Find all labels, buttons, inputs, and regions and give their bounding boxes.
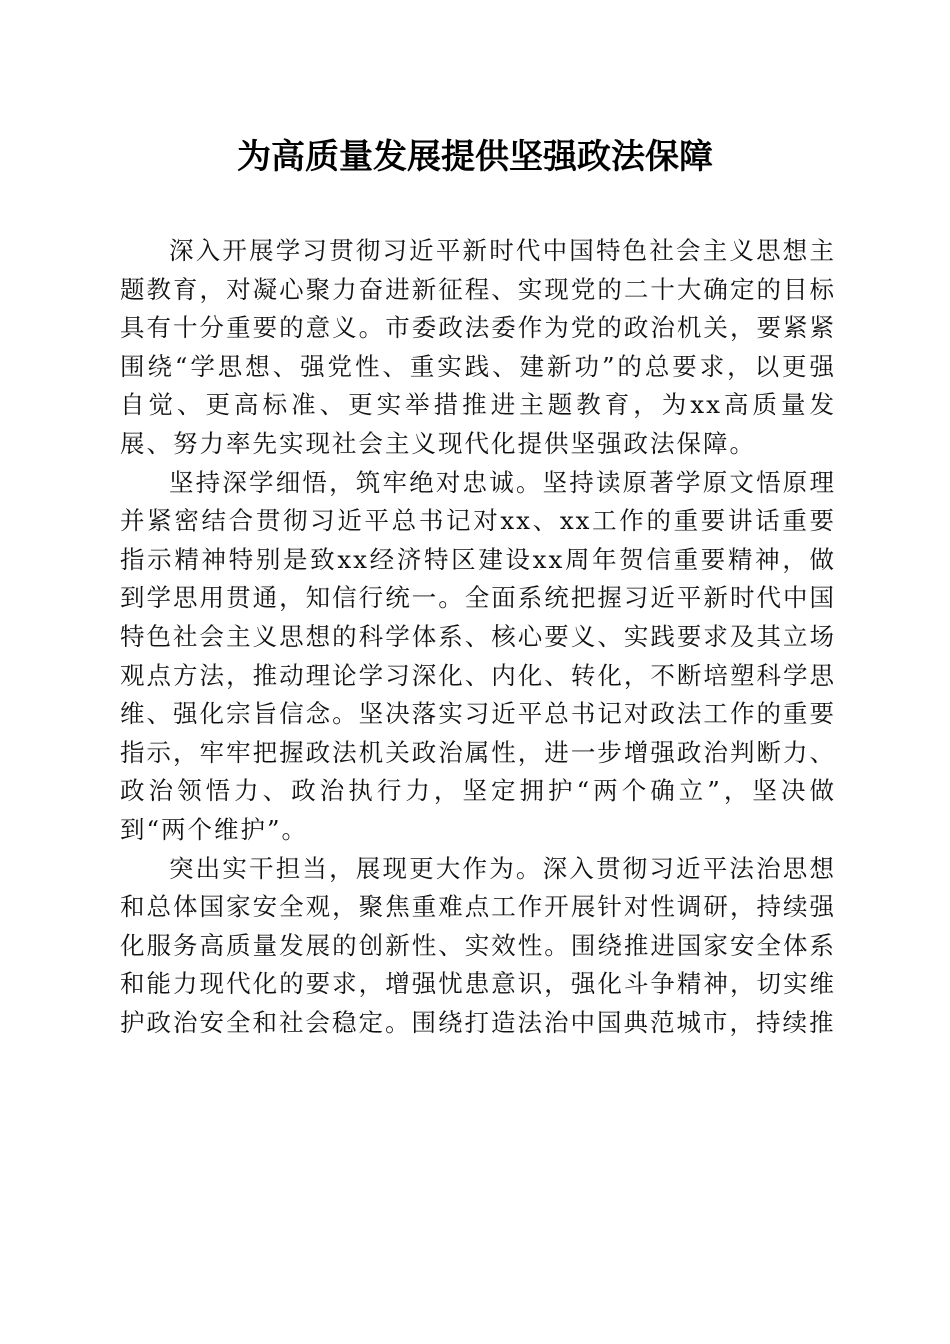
paragraph-intro: 深入开展学习贯彻习近平新时代中国特色社会主义思想主题教育，对凝心聚力奋进新征程、实现党的二十大确定的目标具有十分重要的意义。市委政法委作为党的政治机关，要紧紧围绕“学思想、强党性、重实践、建新功”的总要求，以更强自觉、更高标准、更实举措推进主题教育，为xx高质量发展、努力率先实现社会主义现代化提供坚强政法保障。: [120, 236, 836, 458]
document-body: [120, 232, 836, 1042]
paragraph-loyalty: 坚持深学细悟，筑牢绝对忠诚。坚持读原著学原文悟原理并紧密结合贯彻习近平总书记对xx、xx工作的重要讲话重要指示精神特别是致xx经济特区建设xx周年贺信重要精神，做到学思用贯通，知信行统一。全面系统把握习近平新时代中国特色社会主义思想的科学体系、核心要义、实践要求及其立场观点方法，推动理论学习深化、内化、转化，不断培塑科学思维、强化宗旨信念。坚决落实习近平总书记对政法工作的重要指示，牢牢把握政法机关政治属性，进一步增强政治判断力、政治领悟力、政治执行力，坚定拥护“两个确立”，坚决做到“两个维护”。: [120, 467, 836, 844]
paragraph-action: 突出实干担当，展现更大作为。深入贯彻习近平法治思想和总体国家安全观，聚焦重难点工作开展针对性调研，持续强化服务高质量发展的创新性、实效性。围绕推进国家安全体系和能力现代化的要求，增强忧患意识，强化斗争精神，切实维护政治安全和社会稳定。围绕打造法治中国典范城市，持续推: [120, 853, 836, 1037]
document-title: 为高质量发展提供坚强政法保障: [237, 137, 713, 177]
